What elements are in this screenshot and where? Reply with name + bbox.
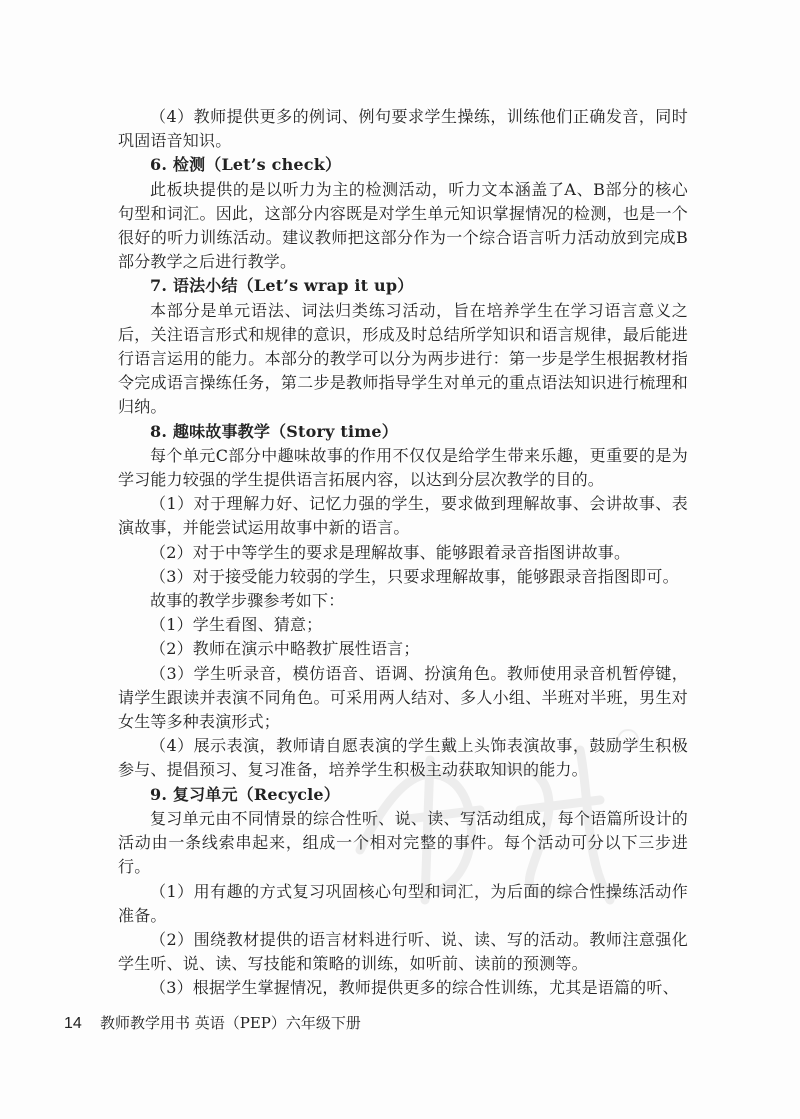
section-heading: 6. 检测（Let’s check） [150, 155, 342, 175]
page-number: 14 [64, 1015, 82, 1032]
paragraph: （4）教师提供更多的例词、例句要求学生操练，训练他们正确发音，同时巩固语音知识。 [118, 107, 688, 151]
list-item: （3）学生听录音，模仿语音、语调、扮演角色。教师使用录音机暂停键，请学生跟读并表演不同角色。可采用两人结对、多人小组、半班对半班，男生对女生等多种表演形式； [118, 663, 688, 732]
paragraph: 每个单元C部分中趣味故事的作用不仅仅是给学生带来乐趣，更重要的是为学习能力较强的学生提供语言拓展内容，以达到分层次教学的目的。 [118, 445, 688, 490]
paragraph: 复习单元由不同情景的综合性听、说、读、写活动组成，每个语篇所设计的活动由一条线索串起来，组成一个相对完整的事件。每个活动可分以下三步进行。 [118, 808, 688, 877]
list-item: （1）用有趣的方式复习巩固核心句型和词汇，为后面的综合性操练活动作准备。 [118, 881, 688, 925]
list-item: （1）学生看图、猜意； [150, 615, 323, 635]
list-item: （2）对于中等学生的要求是理解故事、能够跟着录音指图讲故事。 [150, 542, 631, 562]
section-heading: 9. 复习单元（Recycle） [150, 784, 340, 804]
page-footer [64, 1013, 361, 1034]
book-title: 教师教学用书 英语（PEP）六年级下册 [100, 1014, 361, 1032]
list-item: （2）围绕教材提供的语言材料进行听、说、读、写的活动。教师注意强化学生听、说、读、写技能和策略的训练，如听前、读前的预测等。 [118, 929, 688, 974]
paragraph: 故事的教学步骤参考如下： [150, 591, 345, 611]
list-item: （3）根据学生掌握情况，教师提供更多的综合性训练，尤其是语篇的听、 [150, 978, 679, 998]
paragraph: 本部分是单元语法、词法归类练习活动，旨在培养学生在学习语言意义之后，关注语言形式和规律的意识，形成及时总结所学知识和语言规律，最后能进行语言运用的能力。本部分的教学可以分为两步进行：第一步是学生根据教材指令完成语言操练任务，第二步是教师指导学生对单元的重点语法知识进行梳理和归纳。 [118, 300, 688, 417]
list-item: （4）展示表演，教师请自愿表演的学生戴上头饰表演故事，鼓励学生积极参与、提倡预习、复习准备，培养学生积极主动获取知识的能力。 [118, 736, 688, 780]
section-heading: 7. 语法小结（Let’s wrap it up） [150, 276, 414, 296]
list-item: （1）对于理解力好、记忆力强的学生，要求做到理解故事、会讲故事、表演故事，并能尝试运用故事中新的语言。 [118, 494, 688, 538]
section-heading: 8. 趣味故事教学（Story time） [150, 421, 398, 441]
paragraph: 此板块提供的是以听力为主的检测活动，听力文本涵盖了A、B部分的核心句型和词汇。因此，这部分内容既是对学生单元知识掌握情况的检测，也是一个很好的听力训练活动。建议教师把这部分作为一个综合语言听力活动放到完成B部分教学之后进行教学。 [118, 179, 688, 272]
list-item: （3）对于接受能力较弱的学生，只要求理解故事，能够跟录音指图即可。 [150, 566, 679, 586]
list-item: （2）教师在演示中略教扩展性语言； [150, 639, 420, 659]
page-content [118, 105, 688, 1001]
